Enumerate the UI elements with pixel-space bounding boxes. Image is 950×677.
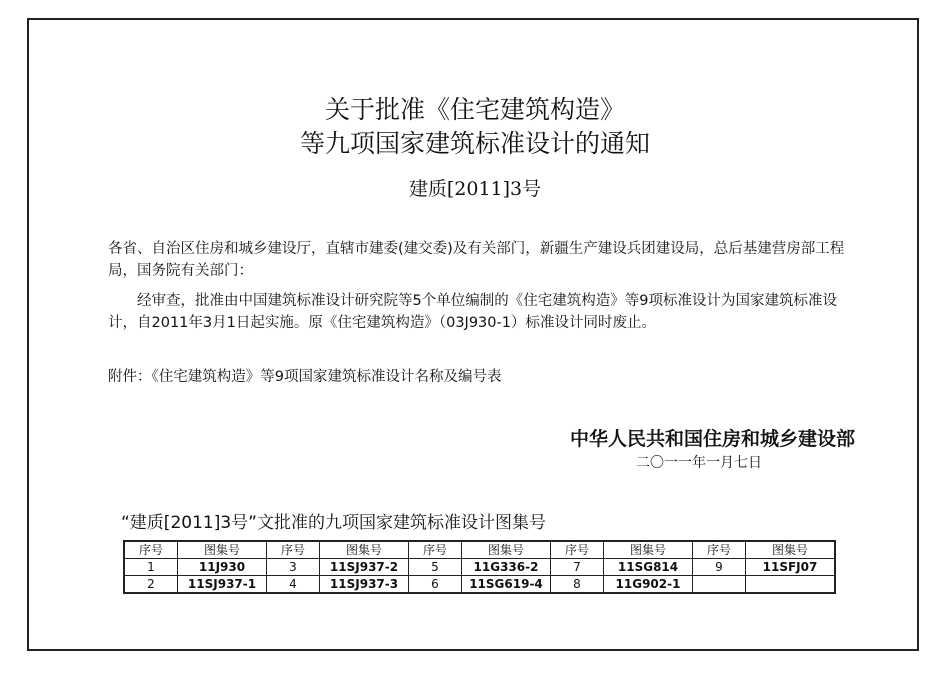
cell-no: 4 — [267, 576, 320, 594]
cell-no: 6 — [409, 576, 462, 594]
header-code: 图集号 — [746, 541, 836, 559]
notice-title-line1: 关于批准《住宅建筑构造》 — [324, 95, 625, 124]
cell-no: 7 — [551, 559, 604, 576]
cell-code: 11SJ937-3 — [320, 576, 409, 594]
addressee-paragraph: 各省、自治区住房和城乡建设厅，直辖市建委(建交委)及有关部门，新疆生产建设兵团建设局，总后基建营房部工程局，国务院有关部门： — [108, 241, 845, 279]
cell-no — [693, 576, 746, 594]
cell-code: 11SJ937-1 — [178, 576, 267, 594]
approval-paragraph: 经审查，批准由中国建筑标准设计研究院等5个单位编制的《住宅建筑构造》等9项标准设计为国家建筑标准设计，自2011年3月1日起实施。原《住宅建筑构造》（03J930-1）标准设计同时废止。 — [108, 293, 837, 331]
cell-no: 1 — [124, 559, 178, 576]
cell-no: 2 — [124, 576, 178, 594]
table-row — [124, 576, 835, 594]
issue-date: 二〇一一年一月七日 — [636, 455, 762, 471]
header-code: 图集号 — [462, 541, 551, 559]
cell-no: 9 — [693, 559, 746, 576]
cell-code: 11SG814 — [604, 559, 693, 576]
header-code: 图集号 — [178, 541, 267, 559]
cell-no: 3 — [267, 559, 320, 576]
table-row — [124, 559, 835, 576]
table-caption: “建质[2011]3号”文批准的九项国家建筑标准设计图集号 — [121, 513, 546, 533]
cell-code: 11G902-1 — [604, 576, 693, 594]
issuing-authority: 中华人民共和国住房和城乡建设部 — [569, 428, 855, 450]
header-no: 序号 — [267, 541, 320, 559]
cell-code — [746, 576, 836, 594]
document-number: 建质[2011]3号 — [408, 178, 542, 200]
header-no: 序号 — [124, 541, 178, 559]
header-no: 序号 — [693, 541, 746, 559]
cell-no: 5 — [409, 559, 462, 576]
cell-code: 11SJ937-2 — [320, 559, 409, 576]
header-code: 图集号 — [320, 541, 409, 559]
cell-code: 11J930 — [178, 559, 267, 576]
attachment-line: 附件：《住宅建筑构造》等9项国家建筑标准设计名称及编号表 — [108, 369, 502, 385]
cell-code: 11SFJ07 — [746, 559, 836, 576]
cell-code: 11SG619-4 — [462, 576, 551, 594]
header-no: 序号 — [551, 541, 604, 559]
cell-no: 8 — [551, 576, 604, 594]
notice-title-line2: 等九项国家建筑标准设计的通知 — [299, 129, 650, 158]
header-no: 序号 — [409, 541, 462, 559]
atlas-number-table — [123, 540, 836, 594]
cell-code: 11G336-2 — [462, 559, 551, 576]
header-code: 图集号 — [604, 541, 693, 559]
table-header-row — [124, 541, 835, 559]
